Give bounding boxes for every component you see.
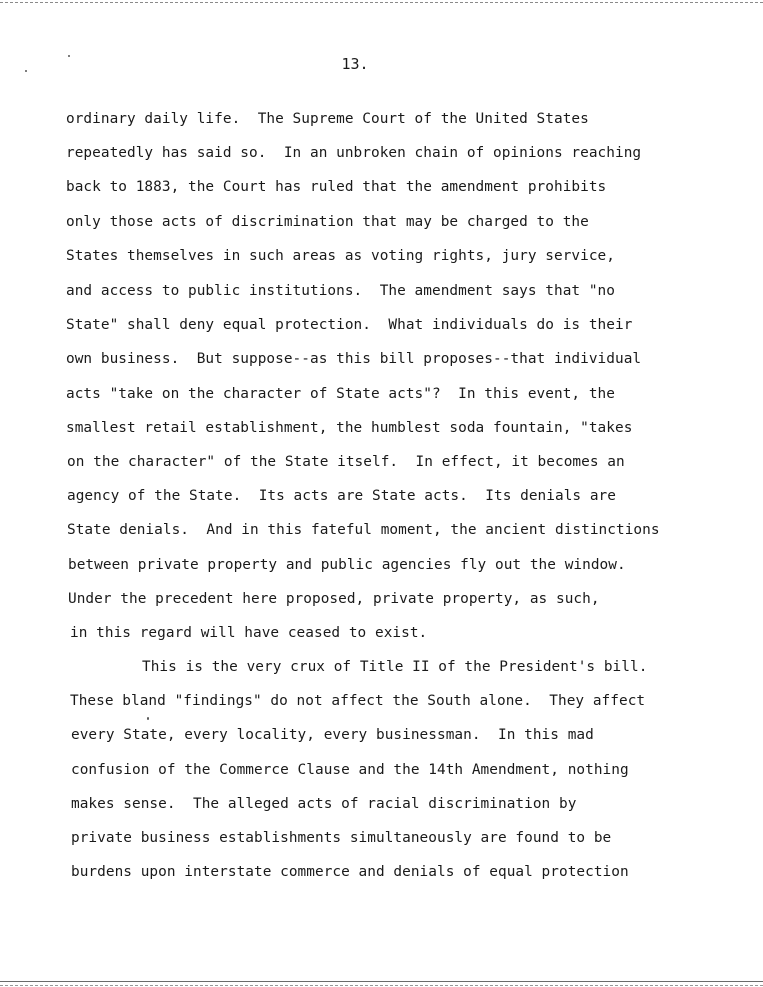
text-line: smallest retail establishment, the humblest soda fountain, "takes xyxy=(66,420,633,436)
text-line: only those acts of discrimination that may be charged to the xyxy=(66,214,589,230)
text-line: burdens upon interstate commerce and denials of equal protection xyxy=(71,864,629,880)
page-bottom-edge xyxy=(0,985,763,986)
text-line: between private property and public agencies fly out the window. xyxy=(68,557,626,573)
text-line: in this regard will have ceased to exist. xyxy=(70,625,428,641)
text-line: own business. But suppose--as this bill proposes--that individual xyxy=(66,351,642,367)
text-line: repeatedly has said so. In an unbroken chain of opinions reaching xyxy=(66,145,642,161)
paragraph-start-line: This is the very crux of Title II of the President's bill. xyxy=(142,659,648,675)
text-line: ordinary daily life. The Supreme Court of the United States xyxy=(66,111,589,127)
text-line: back to 1883, the Court has ruled that the amendment prohibits xyxy=(66,179,607,195)
text-line: State" shall deny equal protection. What individuals do is their xyxy=(66,317,633,333)
page-bottom-edge xyxy=(0,981,763,982)
page-number: 13. xyxy=(341,55,369,73)
text-line: makes sense. The alleged acts of racial discrimination by xyxy=(71,796,577,812)
text-line: State denials. And in this fateful moment, the ancient distinctions xyxy=(67,522,660,538)
text-line: acts "take on the character of State acts"? In this event, the xyxy=(66,386,615,402)
text-line: States themselves in such areas as voting rights, jury service, xyxy=(66,248,615,264)
text-line: and access to public institutions. The amendment says that "no xyxy=(66,283,615,299)
text-line: confusion of the Commerce Clause and the 14th Amendment, nothing xyxy=(71,762,629,778)
text-line: agency of the State. Its acts are State acts. Its denials are xyxy=(67,488,616,504)
text-line: every State, every locality, every businessman. In this mad xyxy=(71,727,594,743)
text-line: on the character" of the State itself. In effect, it becomes an xyxy=(67,454,625,470)
text-line: Under the precedent here proposed, private property, as such, xyxy=(68,591,600,607)
text-line: private business establishments simultaneously are found to be xyxy=(71,830,612,846)
text-line: These bland "findings" do not affect the South alone. They affect xyxy=(70,693,646,709)
